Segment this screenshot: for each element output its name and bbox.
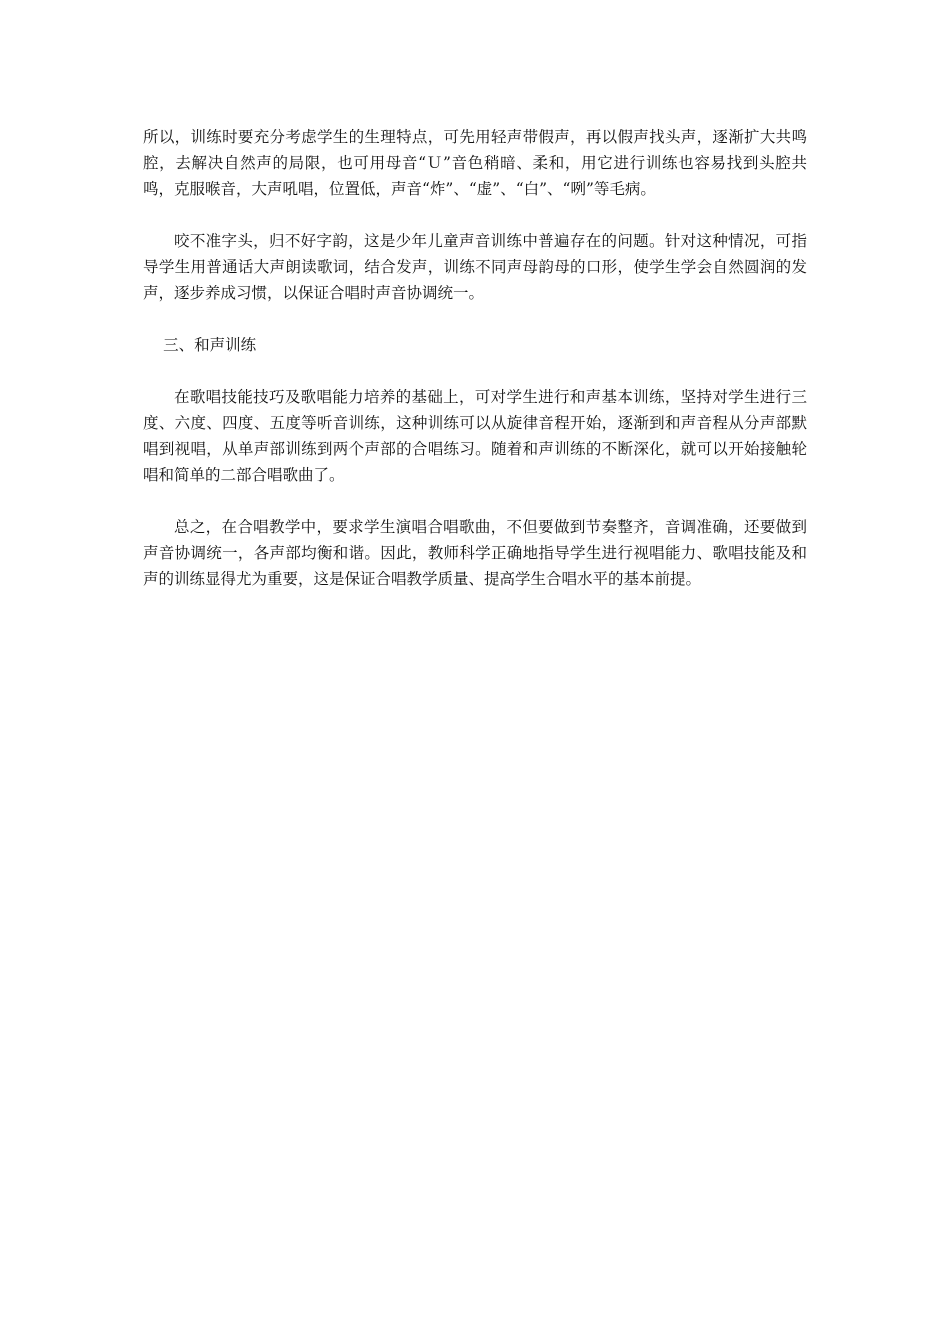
paragraph-2: 咬不准字头，归不好字韵，这是少年儿童声音训练中普遍存在的问题。针对这种情况，可指导学生用普通话大声朗读歌词，结合发声，训练不同声母韵母的口形，使学生学会自然圆润的发声，逐步养成习惯，以保证合唱时声音协调统一。 xyxy=(143,232,807,302)
paragraph-gap xyxy=(143,306,807,332)
paragraph-3: 在歌唱技能技巧及歌唱能力培养的基础上，可对学生进行和声基本训练，坚持对学生进行三度、六度、四度、五度等听音训练，这种训练可以从旋律音程开始，逐渐到和声音程从分声部默唱到视唱，从单声部训练到两个声部的合唱练习。随着和声训练的不断深化，就可以开始接触轮唱和简单的二部合唱歌曲了。 xyxy=(143,388,807,484)
paragraph-gap xyxy=(143,488,807,514)
paragraph-gap xyxy=(143,358,807,384)
section-heading: 三、和声训练 xyxy=(163,336,257,354)
paragraph-4: 总之，在合唱教学中，要求学生演唱合唱歌曲，不但要做到节奏整齐，音调准确，还要做到声音协调统一，各声部均衡和谐。因此，教师科学正确地指导学生进行视唱能力、歌唱技能及和声的训练显得尤为重要，这是保证合唱教学质量、提高学生合唱水平的基本前提。 xyxy=(143,518,807,588)
document-body xyxy=(143,124,807,592)
paragraph-gap xyxy=(143,202,807,228)
paragraph-1: 所以，训练时要充分考虑学生的生理特点，可先用轻声带假声，再以假声找头声，逐渐扩大共鸣腔，去解决自然声的局限，也可用母音“Ｕ”音色稍暗、柔和，用它进行训练也容易找到头腔共鸣，克服喉音，大声吼唱，位置低，声音“炸”、“虚”、“白”、“咧”等毛病。 xyxy=(143,128,807,198)
